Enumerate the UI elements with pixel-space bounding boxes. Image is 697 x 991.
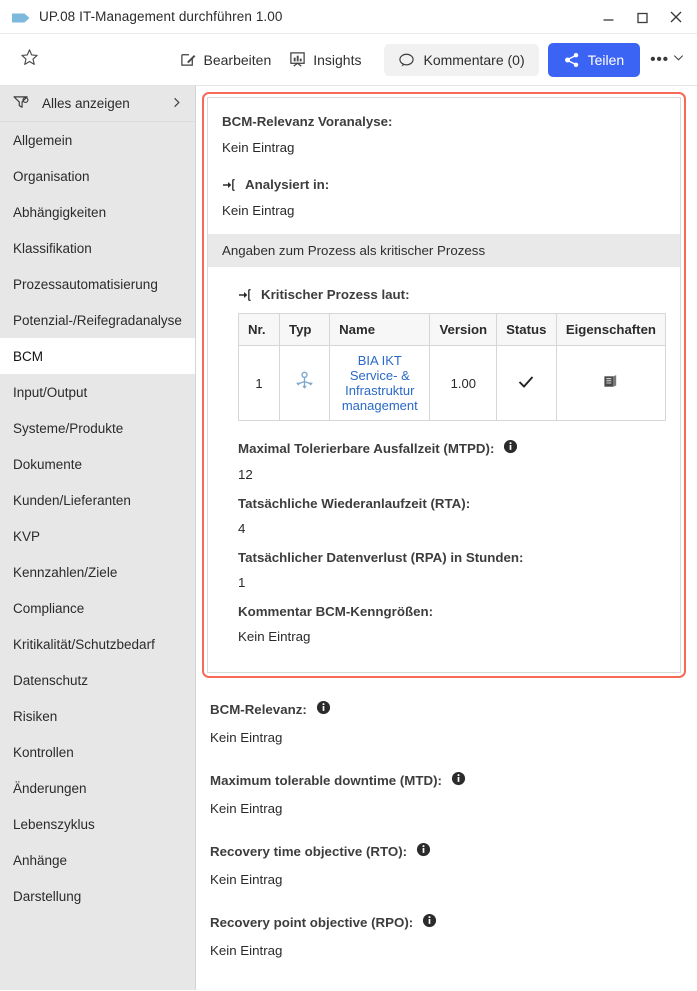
- column-header-version: Version: [430, 314, 497, 346]
- favorite-button[interactable]: [14, 45, 44, 75]
- info-icon[interactable]: [451, 771, 466, 789]
- sidebar-item-label: Lebenszyklus: [13, 816, 95, 832]
- share-label: Teilen: [587, 51, 625, 68]
- sidebar-item-risiken[interactable]: [0, 698, 195, 734]
- bcm-relevanz-label: [210, 700, 683, 718]
- comments-button[interactable]: [384, 44, 538, 76]
- main-content: [196, 86, 697, 990]
- sidebar-item-input-output[interactable]: [0, 374, 195, 410]
- chart-presentation-icon: [289, 51, 306, 68]
- column-header-status: Status: [497, 314, 557, 346]
- sidebar-item-abhaengigkeiten[interactable]: [0, 194, 195, 230]
- sidebar-item-kontrollen[interactable]: [0, 734, 195, 770]
- book-icon[interactable]: [602, 378, 620, 393]
- process-link[interactable]: BIA IKT Service- & Infrastruktur management: [341, 353, 418, 413]
- sidebar-item-label: Anhänge: [13, 852, 68, 868]
- process-flow-icon: [294, 380, 315, 395]
- analysiert-in-label: [222, 177, 666, 192]
- table-header-row: [239, 314, 666, 346]
- sidebar-item-label: Kunden/Lieferanten: [13, 492, 131, 508]
- bcm-metrics-block: [222, 421, 666, 644]
- mtd-value: Kein Eintrag: [210, 801, 283, 816]
- sign-in-arrow-icon: [222, 178, 236, 192]
- sidebar-show-all[interactable]: [0, 86, 195, 122]
- sidebar-item-label: Prozessautomatisierung: [13, 276, 158, 292]
- cell-typ: [280, 346, 330, 421]
- analysiert-in-value: Kein Eintrag: [222, 203, 295, 218]
- cell-nr: 1: [239, 346, 280, 421]
- share-button[interactable]: [548, 43, 641, 77]
- column-header-typ: Typ: [280, 314, 330, 346]
- mtpd-value: 12: [238, 467, 253, 482]
- bcm-panel-inner: [207, 97, 681, 673]
- sidebar-item-label: Systeme/Produkte: [13, 420, 124, 436]
- sidebar-item-label: Input/Output: [13, 384, 88, 400]
- close-button[interactable]: [659, 2, 693, 32]
- sidebar-item-allgemein[interactable]: [0, 122, 195, 158]
- sidebar-item-dokumente[interactable]: [0, 446, 195, 482]
- mtd-label: [210, 771, 683, 789]
- window-controls: [591, 0, 693, 34]
- rpa-value: 1: [238, 575, 246, 590]
- sidebar-item-label: Abhängigkeiten: [13, 204, 107, 220]
- check-icon: [518, 377, 534, 392]
- sign-in-arrow-icon: [238, 288, 252, 302]
- comments-label: Kommentare (0): [423, 51, 525, 68]
- sidebar-item-label: Kontrollen: [13, 744, 74, 760]
- label-text: Analysiert in:: [245, 177, 330, 192]
- sidebar-item-lebenszyklus[interactable]: [0, 806, 195, 842]
- section-header-kritischer-prozess: Angaben zum Prozess als kritischer Prozess: [208, 234, 680, 267]
- share-nodes-icon: [564, 52, 580, 68]
- rta-value: 4: [238, 521, 246, 536]
- rpa-label: [238, 550, 666, 565]
- label-text: BCM-Relevanz:: [210, 701, 307, 717]
- ellipsis-icon: •••: [650, 50, 669, 68]
- sidebar-item-label: Organisation: [13, 168, 90, 184]
- info-icon[interactable]: [416, 842, 431, 860]
- mtpd-label: [238, 439, 666, 457]
- bcm-relevanz-value: Kein Eintrag: [210, 730, 283, 745]
- sidebar-item-potenzial-reifegradanalyse[interactable]: [0, 302, 195, 338]
- bcm-below-fields: [196, 678, 697, 958]
- label-text: Maximal Tolerierbare Ausfallzeit (MTPD):: [238, 440, 495, 456]
- sidebar-item-label: Klassifikation: [13, 240, 92, 256]
- cell-status: [497, 346, 557, 421]
- sidebar-item-label: KVP: [13, 528, 41, 544]
- bcm-relevanz-voranalyse-value: Kein Eintrag: [222, 140, 295, 155]
- table-row[interactable]: [239, 346, 666, 421]
- rto-value: Kein Eintrag: [210, 872, 283, 887]
- kommentar-bcm-kenngroessen-label: [238, 604, 666, 619]
- flag-banner-icon: [12, 11, 30, 23]
- sidebar-item-kritikalitaet-schutzbedarf[interactable]: [0, 626, 195, 662]
- sidebar-item-kunden-lieferanten[interactable]: [0, 482, 195, 518]
- info-icon[interactable]: [503, 439, 518, 457]
- cell-name: [330, 346, 430, 421]
- info-icon[interactable]: [422, 913, 437, 931]
- sidebar-item-label: Compliance: [13, 600, 85, 616]
- kritischer-prozess-table: [238, 313, 666, 421]
- label-text: Recovery point objective (RPO):: [210, 914, 414, 930]
- filter-funnel-icon: [13, 95, 30, 113]
- minimize-button[interactable]: [591, 2, 625, 32]
- main-toolbar: [0, 34, 697, 86]
- sidebar-item-label: Datenschutz: [13, 672, 89, 688]
- column-header-eigenschaften: Eigenschaften: [556, 314, 665, 346]
- sidebar-item-compliance[interactable]: [0, 590, 195, 626]
- cell-eigenschaften: [556, 346, 665, 421]
- sidebar-item-label: Potenzial-/Reifegradanalyse: [13, 312, 182, 328]
- column-header-nr: Nr.: [239, 314, 280, 346]
- window-titlebar: [0, 0, 697, 34]
- sidebar-item-label: Änderungen: [13, 780, 87, 796]
- more-options-button[interactable]: [648, 47, 687, 73]
- sidebar-item-klassifikation[interactable]: [0, 230, 195, 266]
- sidebar-item-systeme-produkte[interactable]: [0, 410, 195, 446]
- sidebar-item-anhaenge[interactable]: [0, 842, 195, 878]
- bcm-highlighted-panel: [202, 92, 686, 678]
- sidebar-item-prozessautomatisierung[interactable]: [0, 266, 195, 302]
- insights-label: Insights: [313, 51, 362, 68]
- sidebar-item-darstellung[interactable]: [0, 878, 195, 914]
- maximize-button[interactable]: [625, 2, 659, 32]
- star-icon: [20, 48, 39, 72]
- cell-version: 1.00: [430, 346, 497, 421]
- label-text: Recovery time objective (RTO):: [210, 843, 408, 859]
- rto-label: [210, 842, 683, 860]
- rpo-value: Kein Eintrag: [210, 943, 283, 958]
- rpo-label: [210, 913, 683, 931]
- sidebar-item-kennzahlen-ziele[interactable]: [0, 554, 195, 590]
- body-container: [0, 86, 697, 990]
- sidebar-item-label: Allgemein: [13, 132, 73, 148]
- bcm-relevanz-voranalyse-label: [222, 114, 666, 129]
- info-icon[interactable]: [316, 700, 331, 718]
- edit-button[interactable]: [171, 45, 281, 74]
- speech-bubble-icon: [398, 52, 415, 68]
- edit-label: Bearbeiten: [203, 51, 272, 68]
- sidebar-item-label: Risiken: [13, 708, 58, 724]
- kritischer-prozess-block: [222, 267, 666, 421]
- sidebar-item-kvp[interactable]: [0, 518, 195, 554]
- label-text: Tatsächlicher Datenverlust (RPA) in Stunden:: [238, 550, 524, 565]
- kommentar-bcm-kenngroessen-value: Kein Eintrag: [238, 629, 311, 644]
- sidebar-item-label: Dokumente: [13, 456, 83, 472]
- insights-button[interactable]: [280, 45, 370, 74]
- sidebar-item-label: BCM: [13, 348, 43, 364]
- pencil-square-icon: [180, 51, 197, 68]
- window-title: UP.08 IT-Management durchführen 1.00: [39, 9, 283, 24]
- kritischer-prozess-laut-label: [238, 287, 666, 302]
- chevron-down-icon: [672, 51, 685, 69]
- label-text: Kritischer Prozess laut:: [261, 287, 410, 302]
- label-text: Maximum tolerable downtime (MTD):: [210, 772, 442, 788]
- label-text: BCM-Relevanz Voranalyse:: [222, 114, 393, 129]
- sidebar-item-label: Kennzahlen/Ziele: [13, 564, 118, 580]
- sidebar-item-aenderungen[interactable]: [0, 770, 195, 806]
- chevron-right-icon: [170, 96, 183, 112]
- sidebar-item-label: Darstellung: [13, 888, 82, 904]
- sidebar-item-organisation[interactable]: [0, 158, 195, 194]
- sidebar-item-bcm[interactable]: [0, 338, 195, 374]
- label-text: Tatsächliche Wiederanlaufzeit (RTA):: [238, 496, 471, 511]
- sidebar-show-all-label: Alles anzeigen: [42, 96, 130, 111]
- rta-label: [238, 496, 666, 511]
- column-header-name: Name: [330, 314, 430, 346]
- sidebar-navigation: [0, 86, 196, 990]
- sidebar-item-datenschutz[interactable]: [0, 662, 195, 698]
- label-text: Kommentar BCM-Kenngrößen:: [238, 604, 434, 619]
- sidebar-item-label: Kritikalität/Schutzbedarf: [13, 636, 155, 652]
